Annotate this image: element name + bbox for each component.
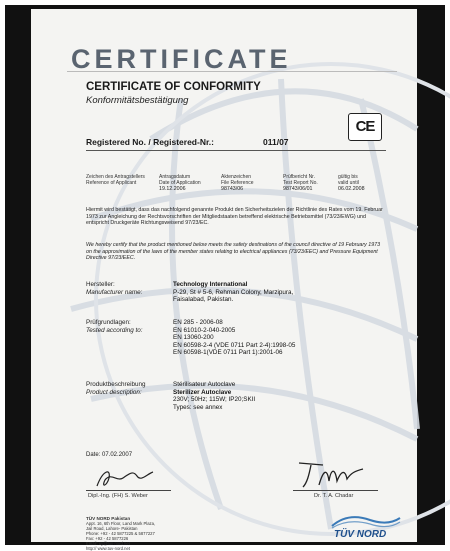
phone-line: Phone: +92 - 42 5877225 & 5877227 bbox=[86, 531, 155, 536]
signature-weber bbox=[93, 464, 163, 492]
label-en: Manufacturer name: bbox=[86, 288, 143, 296]
signature-line-right bbox=[293, 490, 378, 491]
column-label-de: Prüfbericht Nr. bbox=[283, 174, 315, 180]
product-label bbox=[86, 381, 146, 396]
product-line: Types: see annex bbox=[173, 403, 223, 411]
column-value: 06.02.2008 bbox=[338, 186, 365, 192]
manufacturer-address: P-29, St # 5-6, Rehman Colony, Marzipura, bbox=[173, 288, 294, 296]
column-label-de: Antragsdatum bbox=[159, 174, 191, 180]
certificate-page bbox=[31, 9, 417, 551]
column-value: 98743/06 bbox=[221, 186, 244, 192]
column-label-de: gültig bis bbox=[338, 174, 358, 180]
product-line: Sterilizer Autoclave bbox=[173, 388, 232, 396]
standard-item: EN 285 - 2006-08 bbox=[173, 319, 223, 326]
address-line: Jail Road, Lahore- Pakistan bbox=[86, 526, 138, 531]
testing-standards bbox=[173, 319, 295, 357]
column-label-en: Date of Application bbox=[159, 180, 201, 186]
email-line: Email: uy@tuv-nord.net bbox=[86, 541, 130, 546]
issue-date: Date: 07.02.2007 bbox=[86, 452, 133, 458]
column-label-en: Reference of Applicant bbox=[86, 180, 137, 186]
certificate-frame bbox=[5, 5, 445, 551]
signature-line-left bbox=[86, 490, 171, 491]
product-line: Stérilisateur Autoclave bbox=[173, 381, 236, 388]
website-line: http:// www.tuv-nord.net bbox=[86, 546, 130, 551]
tuv-nord-logo bbox=[330, 514, 402, 540]
column-label-en: Test Report No. bbox=[283, 180, 318, 186]
label-de: Produktbeschreibung bbox=[86, 381, 146, 388]
issuer-address bbox=[86, 516, 155, 551]
standard-item: EN 13060-200 bbox=[173, 334, 214, 342]
manufacturer-name: Technology International bbox=[173, 281, 248, 288]
manufacturer-value bbox=[173, 281, 293, 304]
standard-item: EN 60598-2-4 (VDE 0711 Part 2-4):1998-05 bbox=[173, 341, 296, 349]
column-value: 98743/06/01 bbox=[283, 186, 313, 192]
column-test-report bbox=[283, 174, 318, 192]
column-label-en: File Reference bbox=[221, 180, 254, 186]
standard-item: EN 60598-1(VDE 0711 Part 1):2001-06 bbox=[173, 349, 283, 357]
heading-divider bbox=[67, 71, 397, 72]
signature-chadar bbox=[293, 457, 373, 491]
column-valid-until bbox=[338, 174, 365, 192]
column-applicant-reference bbox=[86, 174, 145, 186]
label-en: Product description: bbox=[86, 388, 142, 396]
confirmation-text-english: We hereby certify that the product mentioned below meets the safety destinations of the council directive of 19 February 1973 on the approximation of the laws of the member states relating to electrical appliances (73/23/EEC) and Pressure Equipment Directive 97/23/EEC. bbox=[86, 242, 381, 262]
registered-divider bbox=[86, 150, 386, 151]
registered-label: Registered No. / Registered-Nr.: bbox=[86, 137, 215, 147]
testing-label bbox=[86, 319, 142, 334]
column-value: 19.12.2006 bbox=[159, 186, 186, 192]
manufacturer-city: Faisalabad, Pakistan. bbox=[173, 296, 234, 304]
registered-number: 011/07 bbox=[263, 137, 289, 147]
certificate-heading: CERTIFICATE bbox=[71, 44, 292, 74]
logo-text: TÜV NORD bbox=[334, 529, 387, 540]
fax-line: Fax: +92 - 42 5877226 bbox=[86, 536, 129, 541]
document-title: CERTIFICATE OF CONFORMITY bbox=[86, 81, 261, 93]
column-label-de: Aktenzeichen bbox=[221, 174, 252, 180]
issuer-name: TÜV NORD Pakistan bbox=[86, 516, 131, 521]
ce-mark-icon: CE bbox=[348, 113, 382, 141]
address-line: Appt. 16, 6th Floor, Land Mark Plaza, bbox=[86, 521, 156, 526]
product-line: 230V; 50Hz; 115W; IP20;SKII bbox=[173, 396, 256, 404]
label-de: Prüfgrundlagen: bbox=[86, 319, 131, 326]
confirmation-text-german: Hiermit wird bestätigt, dass das nachfolgend genannte Produkt den Sicherheitszielen der Richtlinie des Rates vom 19. Februar 1973 zur Angleichung der Rechtsvorschriften der Mitgliedstaaten betreffend elektrische Betriebsmittel (73/23/EWG) und entspricht Druckgeräte Richtungsweisend 97/23/EC. bbox=[86, 207, 383, 227]
label-de: Hersteller: bbox=[86, 281, 115, 288]
standard-item: EN 61010-2-040-2005 bbox=[173, 326, 236, 334]
column-label-en: valid until bbox=[338, 180, 359, 186]
column-label-de: Zeichen des Antragstellers bbox=[86, 174, 145, 180]
column-file-reference bbox=[221, 174, 254, 192]
manufacturer-label bbox=[86, 281, 142, 296]
label-en: Tested according to: bbox=[86, 326, 143, 334]
signatory-weber: Dipl.-Ing. (FH) S. Weber bbox=[88, 493, 148, 499]
column-application-date bbox=[159, 174, 201, 192]
signatory-chadar: Dr. T. A. Chadar bbox=[314, 493, 354, 499]
document-title-german: Konformitätsbestätigung bbox=[86, 95, 189, 106]
product-description bbox=[173, 381, 255, 411]
